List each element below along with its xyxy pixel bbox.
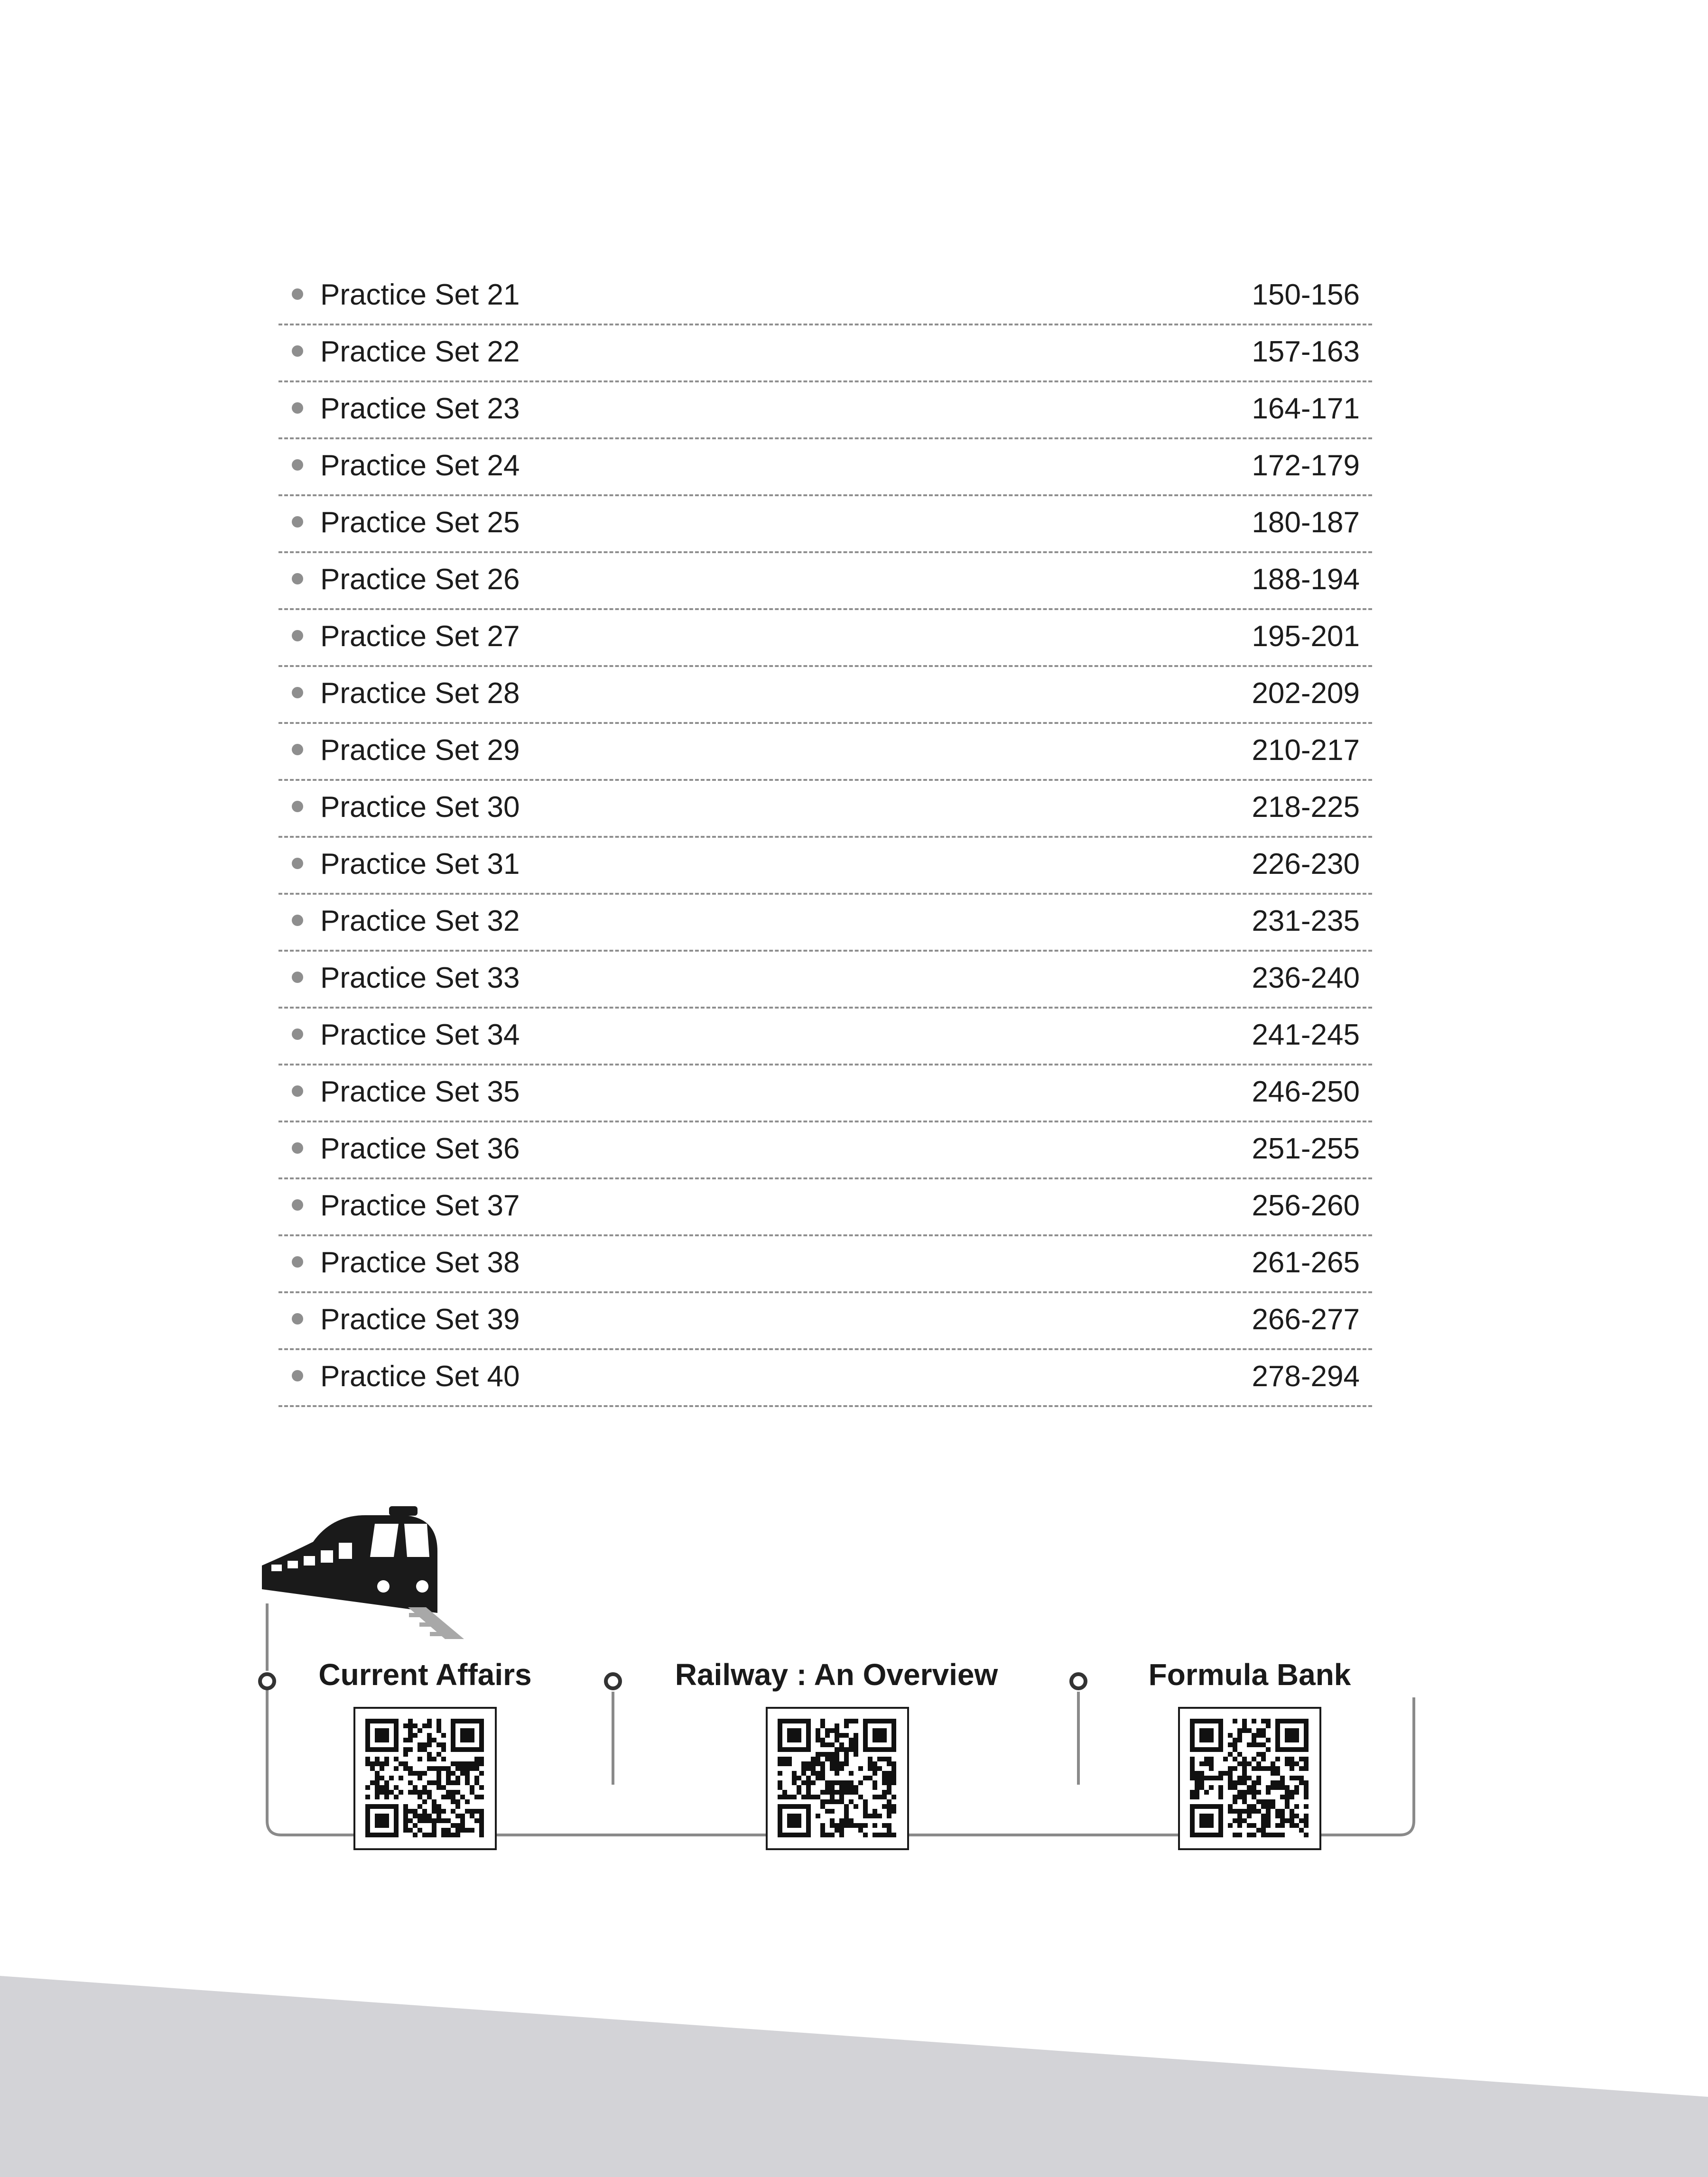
toc-entry-title: Practice Set 26 <box>320 563 520 596</box>
bullet-icon <box>292 1370 303 1381</box>
toc-entry-pages: 251-255 <box>1252 1132 1360 1165</box>
toc-entry-title: Practice Set 30 <box>320 791 520 824</box>
toc-entry-pages: 226-230 <box>1252 848 1360 880</box>
toc-entry-pages: 261-265 <box>1252 1246 1360 1279</box>
toc-entry-title: Practice Set 22 <box>320 335 520 368</box>
footer-band <box>0 1976 1708 2177</box>
toc-entry-title: Practice Set 31 <box>320 848 520 880</box>
railway-overview-label: Railway : An Overview <box>675 1658 998 1692</box>
toc-row <box>278 269 1372 325</box>
toc-entry-title: Practice Set 24 <box>320 449 520 482</box>
bullet-icon <box>292 630 303 641</box>
toc-entry-pages: 236-240 <box>1252 962 1360 994</box>
toc-entry-title: Practice Set 37 <box>320 1189 520 1222</box>
toc-row <box>278 667 1372 724</box>
toc-row <box>278 496 1372 553</box>
toc-row <box>278 1065 1372 1122</box>
toc-row <box>278 439 1372 496</box>
toc-entry-pages: 157-163 <box>1252 335 1360 368</box>
qr-code-icon[interactable] <box>766 1707 909 1850</box>
qr-code-icon[interactable] <box>353 1707 497 1850</box>
toc-entry-pages: 164-171 <box>1252 392 1360 425</box>
toc-entry-pages: 266-277 <box>1252 1303 1360 1336</box>
current-affairs-label: Current Affairs <box>318 1658 532 1692</box>
toc-row <box>278 1293 1372 1350</box>
toc-entry-pages: 256-260 <box>1252 1189 1360 1222</box>
toc-row <box>278 952 1372 1009</box>
toc-row <box>278 781 1372 838</box>
toc-entry-title: Practice Set 27 <box>320 620 520 653</box>
toc-entry-title: Practice Set 21 <box>320 278 520 311</box>
bullet-icon <box>292 516 303 528</box>
toc-entry-title: Practice Set 34 <box>320 1019 520 1051</box>
toc-entry-pages: 195-201 <box>1252 620 1360 653</box>
bullet-icon <box>292 1028 303 1040</box>
toc-entry-pages: 150-156 <box>1252 278 1360 311</box>
bullet-icon <box>292 801 303 812</box>
toc-entry-title: Practice Set 36 <box>320 1132 520 1165</box>
bullet-icon <box>292 972 303 983</box>
toc-entry-title: Practice Set 39 <box>320 1303 520 1336</box>
bullet-icon <box>292 402 303 414</box>
bullet-icon <box>292 687 303 698</box>
toc-entry-pages: 202-209 <box>1252 677 1360 710</box>
qr-code-icon[interactable] <box>1178 1707 1321 1850</box>
toc-entry-pages: 172-179 <box>1252 449 1360 482</box>
toc-row <box>278 838 1372 895</box>
toc-row <box>278 895 1372 952</box>
toc-row <box>278 1179 1372 1236</box>
toc-entry-pages: 218-225 <box>1252 791 1360 824</box>
toc-entry-title: Practice Set 35 <box>320 1075 520 1108</box>
formula-bank-label: Formula Bank <box>1148 1658 1351 1692</box>
toc-entry-pages: 180-187 <box>1252 506 1360 539</box>
toc-row <box>278 325 1372 382</box>
toc-entry-title: Practice Set 25 <box>320 506 520 539</box>
toc-entry-title: Practice Set 38 <box>320 1246 520 1279</box>
toc-entry-pages: 210-217 <box>1252 734 1360 767</box>
toc-entry-pages: 231-235 <box>1252 905 1360 937</box>
bullet-icon <box>292 1085 303 1097</box>
toc-row <box>278 610 1372 667</box>
bullet-icon <box>292 459 303 471</box>
toc-entry-pages: 241-245 <box>1252 1019 1360 1051</box>
toc-entry-pages: 246-250 <box>1252 1075 1360 1108</box>
bullet-icon <box>292 744 303 755</box>
toc-entry-title: Practice Set 23 <box>320 392 520 425</box>
toc-entry-title: Practice Set 40 <box>320 1360 520 1393</box>
bullet-icon <box>292 288 303 300</box>
bullet-icon <box>292 1199 303 1211</box>
train-icon <box>262 1506 464 1639</box>
toc-entry-title: Practice Set 33 <box>320 962 520 994</box>
toc-entry-title: Practice Set 28 <box>320 677 520 710</box>
bullet-icon <box>292 1313 303 1325</box>
bullet-icon <box>292 858 303 869</box>
bullet-icon <box>292 915 303 926</box>
bullet-icon <box>292 573 303 584</box>
bullet-icon <box>292 1256 303 1268</box>
toc-entry-title: Practice Set 29 <box>320 734 520 767</box>
toc-row <box>278 553 1372 610</box>
toc-entry-pages: 188-194 <box>1252 563 1360 596</box>
toc-row <box>278 1122 1372 1179</box>
toc-row <box>278 1009 1372 1065</box>
bullet-icon <box>292 1142 303 1154</box>
toc-row <box>278 1350 1372 1407</box>
toc-entry-pages: 278-294 <box>1252 1360 1360 1393</box>
toc-row <box>278 382 1372 439</box>
toc-row <box>278 1236 1372 1293</box>
bullet-icon <box>292 345 303 357</box>
toc-entry-title: Practice Set 32 <box>320 905 520 937</box>
toc-row <box>278 724 1372 781</box>
table-of-contents <box>278 269 1372 1407</box>
